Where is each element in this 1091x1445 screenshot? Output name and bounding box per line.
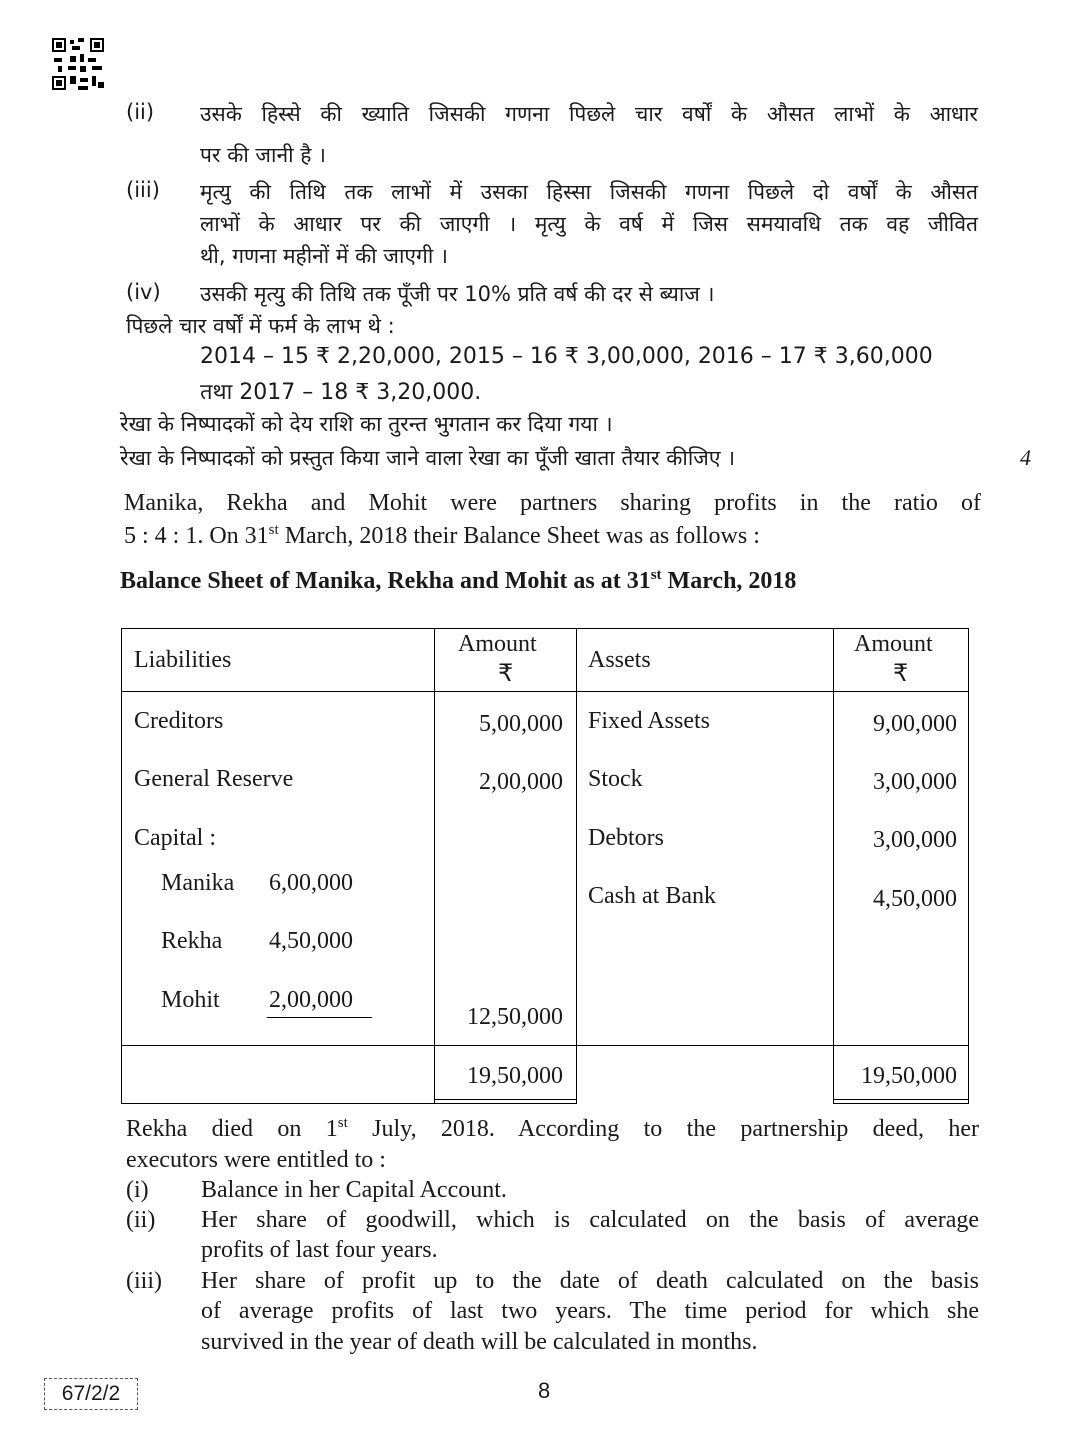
hindi-prepare-line: रेखा के निष्पादकों को प्रस्तुत किया जाने वाला रेखा का पूँजी खाता तैयार कीजिए । <box>120 446 736 470</box>
liability-creditors-amount: 5,00,000 <box>479 711 563 737</box>
qr-code-icon <box>52 38 104 90</box>
asset-cash-at-bank: Cash at Bank <box>588 883 716 909</box>
liability-creditors: Creditors <box>134 708 224 734</box>
english-item-ii-label: (ii) <box>126 1207 156 1233</box>
assets-total: 19,50,000 <box>861 1063 957 1089</box>
hindi-item-iii-line1: मृत्यु की तिथि तक लाभों में उसका हिस्सा जिसकी गणना पिछले दो वर्षों के औसत <box>200 180 978 204</box>
capital-subtotal-underline <box>267 1017 372 1018</box>
capital-rekha: Rekha <box>161 928 223 954</box>
asset-stock-amount: 3,00,000 <box>873 769 957 795</box>
english-intro-line1: Manika, Rekha and Mohit were partners sharing profits in the ratio of <box>124 490 981 516</box>
header-rupee-liabilities: ₹ <box>498 661 514 687</box>
header-rupee-assets: ₹ <box>893 661 909 687</box>
page-number: 8 <box>538 1378 551 1403</box>
english-item-i-text: Balance in her Capital Account. <box>201 1177 507 1203</box>
hindi-item-ii-label: (ii) <box>126 100 155 124</box>
hindi-profits-intro: पिछले चार वर्षों में फर्म के लाभ थे : <box>126 314 395 338</box>
liability-general-reserve-amount: 2,00,000 <box>479 769 563 795</box>
hindi-item-iii-line2: लाभों के आधार पर की जाएगी । मृत्यु के वर्ष में जिस समयावधि तक वह जीवित <box>200 212 978 236</box>
english-death-line1: Rekha died on 1st July, 2018. According to the partnership deed, her <box>126 1115 979 1142</box>
hindi-item-iv-label: (iv) <box>126 280 161 304</box>
paper-code: 67/2/2 <box>44 1378 138 1410</box>
balance-sheet-title: Balance Sheet of Manika, Rekha and Mohit as at 31st March, 2018 <box>120 567 797 594</box>
english-item-iii-label: (iii) <box>126 1268 162 1294</box>
header-amount-liabilities: Amount <box>458 631 537 657</box>
english-item-ii-line1: Her share of goodwill, which is calculated on the basis of average <box>201 1207 979 1233</box>
balance-sheet-table <box>121 628 969 1104</box>
liability-capital-total: 12,50,000 <box>467 1004 563 1030</box>
hindi-item-ii-line2: पर की जानी है । <box>200 143 327 167</box>
marks: 4 <box>1020 445 1031 470</box>
hindi-paid-line: रेखा के निष्पादकों को देय राशि का तुरन्त भुगतान कर दिया गया । <box>120 412 613 436</box>
asset-debtors-amount: 3,00,000 <box>873 827 957 853</box>
hindi-profits-line1: 2014 – 15 ₹ 2,20,000, 2015 – 16 ₹ 3,00,000, 2016 – 17 ₹ 3,60,000 <box>200 344 933 369</box>
capital-manika-amount: 6,00,000 <box>269 870 353 896</box>
liability-general-reserve: General Reserve <box>134 766 294 792</box>
hindi-profits-line2: तथा 2017 – 18 ₹ 3,20,000. <box>200 380 482 405</box>
hindi-item-iv-line1: उसकी मृत्यु की तिथि तक पूँजी पर 10% प्रति वर्ष की दर से ब्याज । <box>200 282 715 306</box>
english-item-ii-line2: profits of last four years. <box>201 1237 438 1263</box>
asset-cash-at-bank-amount: 4,50,000 <box>873 886 957 912</box>
header-amount-assets: Amount <box>854 631 933 657</box>
liabilities-total: 19,50,000 <box>467 1063 563 1089</box>
hindi-item-iii-line3: थी, गणना महीनों में की जाएगी । <box>200 244 448 268</box>
english-death-line2: executors were entitled to : <box>126 1147 386 1173</box>
english-item-iii-line2: of average profits of last two years. The time period for which she <box>201 1298 979 1324</box>
capital-rekha-amount: 4,50,000 <box>269 928 353 954</box>
english-item-iii-line3: survived in the year of death will be calculated in months. <box>201 1329 758 1355</box>
capital-manika: Manika <box>161 870 235 896</box>
english-item-i-label: (i) <box>126 1177 149 1203</box>
english-item-iii-line1: Her share of profit up to the date of death calculated on the basis <box>201 1268 979 1294</box>
asset-stock: Stock <box>588 766 643 792</box>
capital-mohit-amount: 2,00,000 <box>269 987 353 1013</box>
english-intro-line2: 5 : 4 : 1. On 31st March, 2018 their Balance Sheet was as follows : <box>124 522 760 549</box>
capital-mohit: Mohit <box>161 987 220 1013</box>
hindi-item-iii-label: (iii) <box>126 178 160 202</box>
header-liabilities: Liabilities <box>134 647 232 673</box>
asset-fixed-assets: Fixed Assets <box>588 708 711 734</box>
asset-debtors: Debtors <box>588 825 664 851</box>
header-assets: Assets <box>588 647 651 673</box>
hindi-item-ii-line1: उसके हिस्से की ख्याति जिसकी गणना पिछले चार वर्षों के औसत लाभों के आधार <box>200 102 978 126</box>
asset-fixed-assets-amount: 9,00,000 <box>873 711 957 737</box>
liability-capital-label: Capital : <box>134 825 216 851</box>
